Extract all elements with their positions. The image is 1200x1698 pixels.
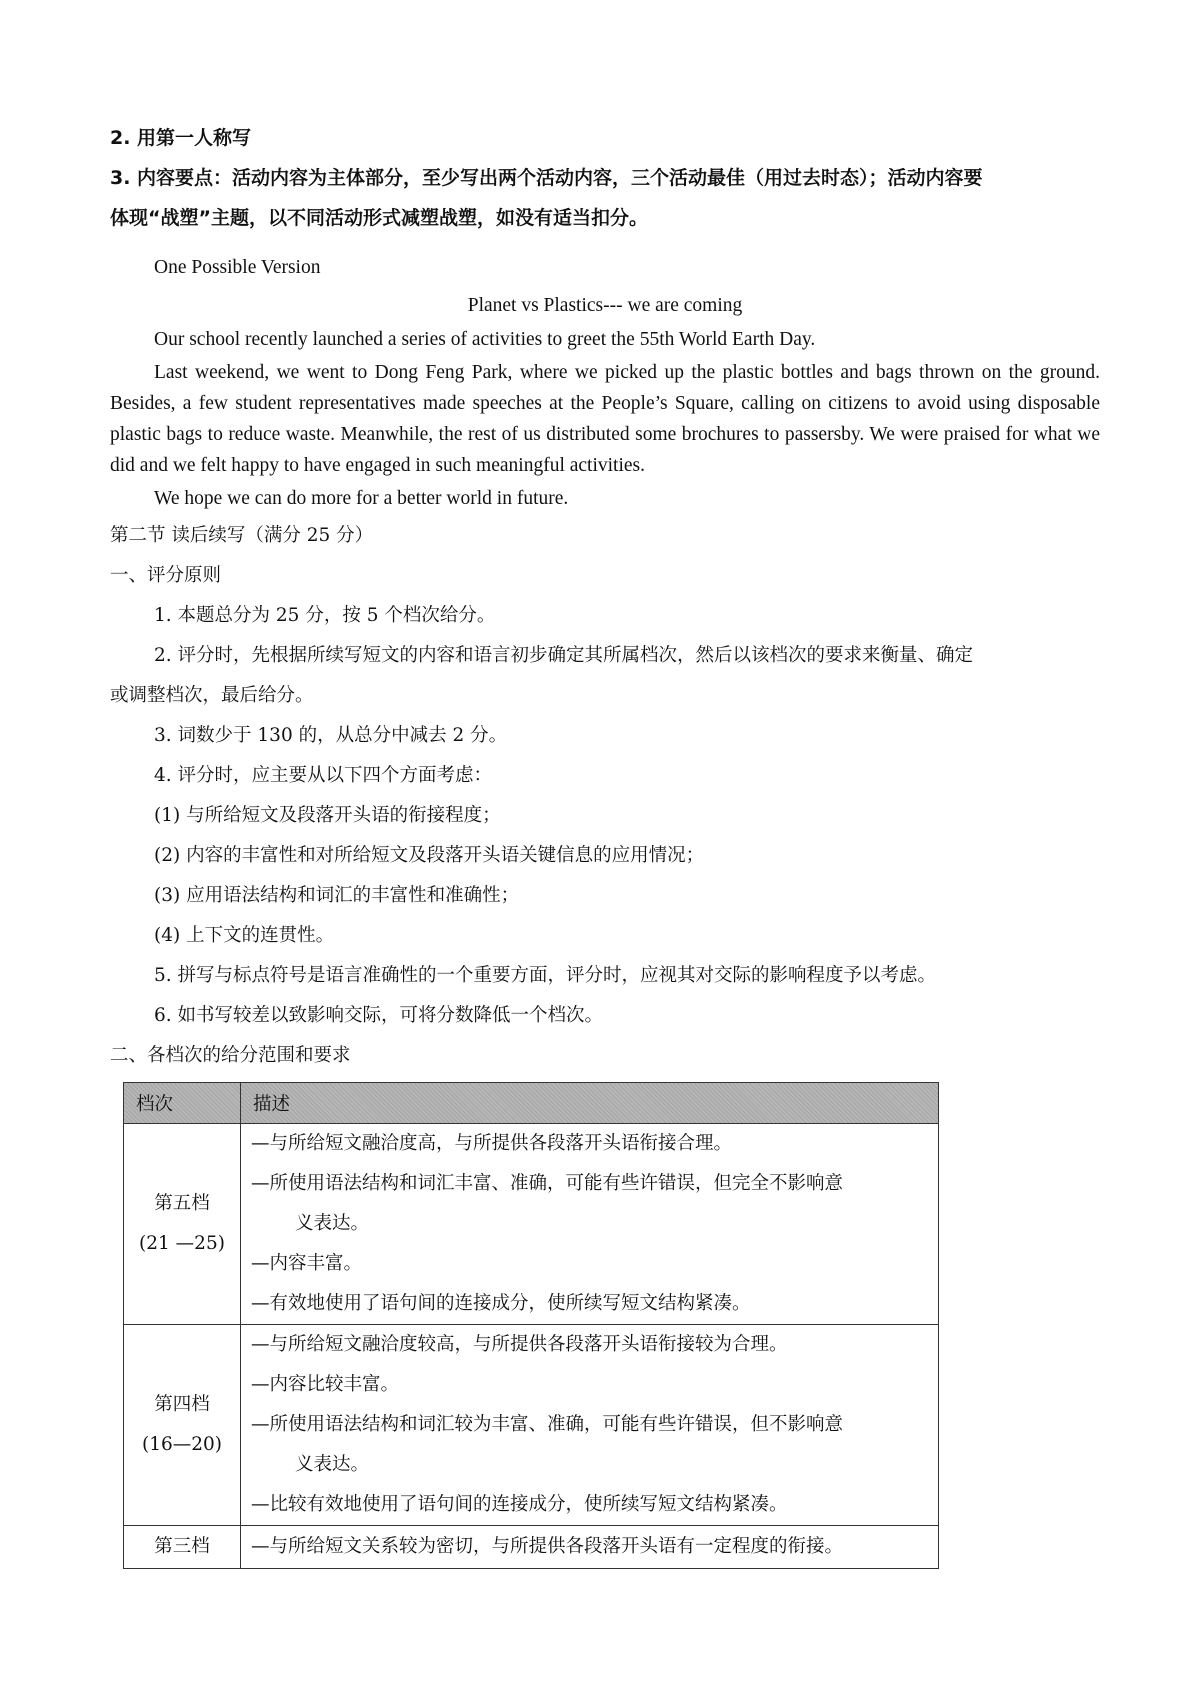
grading-table — [123, 1082, 939, 1569]
level-cell — [124, 1526, 241, 1569]
level-range: (16—20) — [141, 1434, 223, 1455]
description-cell — [241, 1124, 939, 1325]
rule-item: 4. 评分时，应主要从以下四个方面考虑： — [154, 765, 493, 786]
requirement-item-2: 2. 用第一人称写 — [110, 127, 252, 149]
table-header-row — [124, 1083, 939, 1124]
description-item: —所使用语法结构和词汇丰富、准确，可能有些许错误，但完全不影响意 — [251, 1173, 844, 1194]
aspect-item: (4) 上下文的连贯性。 — [154, 925, 335, 946]
description-item: —内容比较丰富。 — [251, 1374, 400, 1395]
description-cell — [241, 1325, 939, 1526]
description-item: —与所给短文融洽度高，与所提供各段落开头语衔接合理。 — [251, 1133, 733, 1154]
aspect-item: (2) 内容的丰富性和对所给短文及段落开头语关键信息的应用情况； — [154, 845, 705, 866]
description-item: —有效地使用了语句间的连接成分，使所续写短文结构紧凑。 — [251, 1293, 751, 1314]
section-title: 第二节 读后续写（满分 25 分） — [110, 525, 374, 546]
description-cell — [241, 1526, 939, 1569]
aspect-item: (3) 应用语法结构和词汇的丰富性和准确性； — [154, 885, 520, 906]
principles-heading: 一、评分原则 — [110, 565, 222, 586]
description-item: —与所给短文关系较为密切，与所提供各段落开头语有一定程度的衔接。 — [251, 1536, 844, 1557]
rule-item: 6. 如书写较差以致影响交际，可将分数降低一个档次。 — [154, 1005, 604, 1026]
header-level: 档次 — [124, 1083, 241, 1124]
sample-title: Planet vs Plastics--- we are coming — [467, 295, 743, 316]
table-row — [124, 1526, 939, 1569]
level-name: 第三档 — [154, 1536, 210, 1557]
description-item: —所使用语法结构和词汇较为丰富、准确，可能有些许错误，但不影响意 — [251, 1414, 844, 1435]
description-item: —与所给短文融洽度较高，与所提供各段落开头语衔接较为合理。 — [251, 1334, 788, 1355]
ranges-heading: 二、各档次的给分范围和要求 — [110, 1045, 351, 1066]
level-name: 第五档 — [154, 1193, 210, 1214]
level-range: (21 —25) — [139, 1233, 225, 1254]
table-row — [124, 1325, 939, 1526]
table-row — [124, 1124, 939, 1325]
level-cell — [124, 1124, 241, 1325]
rule-item-continuation: 或调整档次，最后给分。 — [110, 685, 314, 706]
level-cell — [124, 1325, 241, 1526]
rule-item: 2. 评分时，先根据所续写短文的内容和语言初步确定其所属档次，然后以该档次的要求来衡量、确定 — [154, 645, 974, 666]
description-item-continuation: 义表达。 — [295, 1213, 370, 1234]
header-description: 描述 — [241, 1083, 939, 1124]
sample-paragraph: We hope we can do more for a better world in future. — [154, 488, 569, 509]
document-page — [110, 118, 1100, 1569]
rule-item: 3. 词数少于 130 的，从总分中减去 2 分。 — [154, 725, 508, 746]
aspect-item: (1) 与所给短文及段落开头语的衔接程度； — [154, 805, 501, 826]
sample-paragraph: Last weekend, we went to Dong Feng Park, where we picked up the plastic bottles and bags thrown on the ground. Besides, a few student representatives made speeches at the People’s Square, calling on citizens to avoid using disposable plastic bags to reduce waste. Meanwhile, the rest of us distributed some brochures to passersby. We were praised for what we did and we felt happy to have engaged in such meaningful activities. — [110, 362, 1100, 476]
description-item: —内容丰富。 — [251, 1253, 363, 1274]
description-item: —比较有效地使用了语句间的连接成分，使所续写短文结构紧凑。 — [251, 1494, 788, 1515]
requirement-item-3-line1: 3. 内容要点：活动内容为主体部分，至少写出两个活动内容，三个活动最佳（用过去时态）；活动内容要 — [110, 167, 983, 189]
requirement-item-3-line2: 体现“战塑”主题，以不同活动形式减塑战塑，如没有适当扣分。 — [110, 207, 648, 229]
sample-heading: One Possible Version — [154, 257, 321, 278]
sample-paragraph: Our school recently launched a series of activities to greet the 55th World Earth Day. — [154, 329, 816, 350]
rule-item: 1. 本题总分为 25 分，按 5 个档次给分。 — [154, 605, 496, 626]
level-name: 第四档 — [154, 1394, 210, 1415]
rule-item: 5. 拼写与标点符号是语言准确性的一个重要方面，评分时，应视其对交际的影响程度予以考虑。 — [154, 965, 937, 986]
description-item-continuation: 义表达。 — [295, 1454, 370, 1475]
